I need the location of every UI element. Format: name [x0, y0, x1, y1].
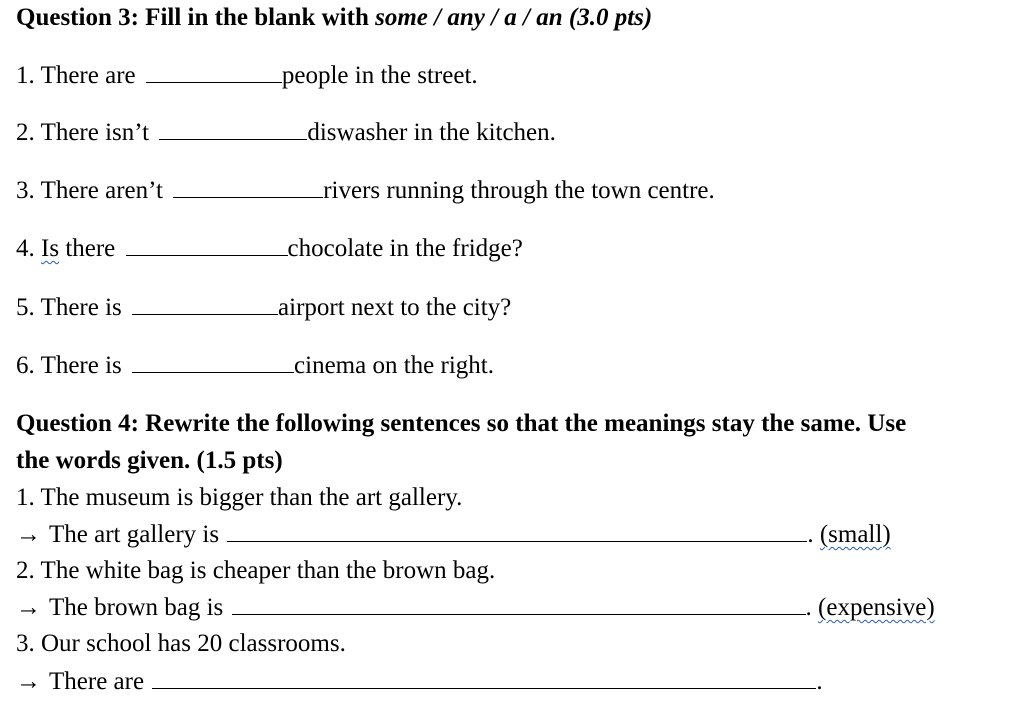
item-post-text: rivers running through the town centre. [323, 177, 715, 204]
item-post-text: chocolate in the fridge? [287, 235, 523, 262]
fill-blank-3[interactable] [173, 175, 323, 198]
item-number: 2. [16, 119, 35, 146]
rewrite-prompt: The art gallery is [49, 521, 220, 548]
fill-blank-1[interactable] [146, 60, 282, 83]
item-post-text: diswasher in the kitchen. [307, 119, 556, 146]
item-post-text: people in the street. [281, 62, 478, 89]
q3-title-prefix: Question 3: Fill in the blank with [16, 4, 376, 31]
question-3-title [16, 3, 652, 33]
rewrite-prompt: There are [49, 668, 145, 695]
fill-blank-5[interactable] [132, 292, 278, 315]
item-pre-text: There are [40, 62, 136, 89]
item-pre-text: There is [40, 352, 122, 379]
rewrite-blank-3[interactable] [152, 666, 816, 689]
rewrite-end: . [816, 668, 823, 695]
q3-item-4 [16, 233, 523, 264]
q3-item-2 [16, 117, 556, 148]
arrow-icon: → [16, 668, 41, 695]
item-post-text: cinema on the right. [294, 352, 494, 379]
question-4-title-line-1: Question 4: Rewrite the following sentences so that the meanings stay the same. Use [16, 410, 907, 437]
q4-rewrite-3 [16, 666, 823, 697]
q4-rewrite-2 [16, 592, 935, 623]
rewrite-prompt: The brown bag is [49, 594, 224, 621]
word-hint: (expensive) [818, 594, 935, 621]
q4-rewrite-1 [16, 519, 891, 550]
grammar-flagged-word: Is [41, 235, 60, 262]
rewrite-end: . [805, 594, 812, 621]
q4-sentence-3: 3. Our school has 20 classrooms. [16, 630, 346, 657]
fill-blank-6[interactable] [132, 350, 294, 373]
arrow-icon: → [16, 521, 41, 548]
q3-item-6 [16, 350, 494, 381]
q3-item-3 [16, 175, 715, 206]
item-number: 4. [16, 235, 35, 262]
rewrite-end: . [807, 521, 814, 548]
item-number: 3. [16, 177, 35, 204]
fill-blank-4[interactable] [126, 233, 288, 256]
word-hint: (small) [819, 521, 891, 548]
q3-title-points: (3.0 pts) [562, 4, 653, 31]
rewrite-blank-1[interactable] [227, 519, 807, 542]
item-number: 5. [16, 294, 35, 321]
item-pre-text: There isn’t [40, 119, 150, 146]
arrow-icon: → [16, 594, 41, 621]
item-pre-text: There is [40, 294, 122, 321]
q3-title-options: some / any / a / an [375, 4, 563, 31]
item-number: 6. [16, 352, 35, 379]
item-pre-text: There aren’t [40, 177, 163, 204]
item-post-text: airport next to the city? [278, 294, 512, 321]
q3-item-1 [16, 60, 478, 91]
rewrite-blank-2[interactable] [232, 592, 806, 615]
item-number: 1. [16, 62, 35, 89]
q3-item-5 [16, 292, 511, 323]
q4-sentence-2: 2. The white bag is cheaper than the brown bag. [16, 557, 496, 584]
item-pre-text: there [65, 235, 116, 262]
question-4-title-line-2: the words given. (1.5 pts) [16, 447, 283, 474]
q4-sentence-1: 1. The museum is bigger than the art gallery. [16, 484, 463, 511]
fill-blank-2[interactable] [159, 117, 307, 140]
